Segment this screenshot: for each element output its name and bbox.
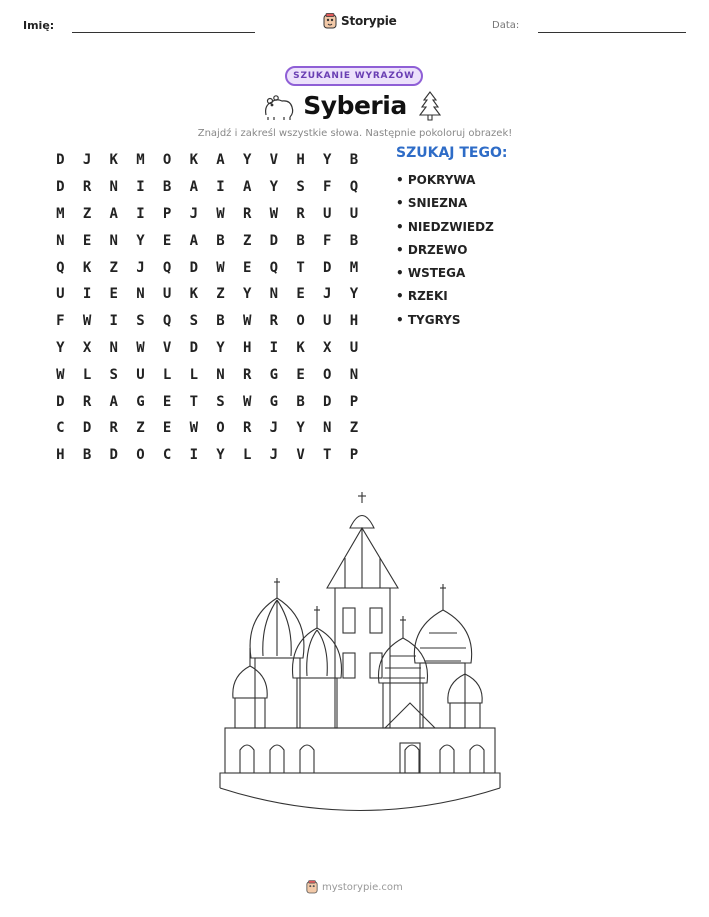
name-line[interactable] xyxy=(72,32,255,33)
grid-cell[interactable]: W xyxy=(242,393,252,410)
grid-cell[interactable]: R xyxy=(269,313,279,330)
grid-cell[interactable]: V xyxy=(162,339,172,356)
grid-cell[interactable]: T xyxy=(296,259,305,276)
grid-cell[interactable]: M xyxy=(136,152,145,169)
grid-cell[interactable]: Z xyxy=(136,420,145,437)
grid-cell[interactable]: E xyxy=(109,286,118,303)
grid-cell[interactable]: O xyxy=(216,420,225,437)
grid-cell[interactable]: Z xyxy=(82,205,92,222)
grid-cell[interactable]: D xyxy=(56,179,65,196)
grid-cell[interactable]: J xyxy=(323,286,332,303)
storypie-logo-icon xyxy=(323,13,337,29)
grid-cell[interactable]: W xyxy=(242,313,252,330)
grid-cell[interactable]: K xyxy=(296,339,305,356)
grid-cell[interactable]: Z xyxy=(349,420,359,437)
grid-cell[interactable]: D xyxy=(56,152,65,169)
grid-cell[interactable]: B xyxy=(82,447,92,464)
word-search-grid[interactable] xyxy=(47,147,367,469)
grid-cell[interactable]: Y xyxy=(216,339,225,356)
worksheet-header xyxy=(0,0,709,50)
grid-cell[interactable]: Y xyxy=(136,232,145,249)
grid-cell[interactable]: E xyxy=(296,286,305,303)
grid-cell[interactable]: W xyxy=(136,339,145,356)
grid-row xyxy=(47,388,367,415)
word-list-title: SZUKAJ TEGO: xyxy=(396,145,508,161)
instructions: Znajdź i zakreśl wszystkie słowa. Następnie pokoloruj obrazek! xyxy=(197,128,513,139)
grid-row xyxy=(47,415,367,442)
grid-cell[interactable]: R xyxy=(82,179,92,196)
grid-cell[interactable]: U xyxy=(56,286,65,303)
grid-cell[interactable]: N xyxy=(323,420,332,437)
grid-cell[interactable]: Y xyxy=(296,420,305,437)
bear-icon xyxy=(262,93,296,121)
grid-cell[interactable]: J xyxy=(269,447,279,464)
cathedral-illustration xyxy=(215,488,505,828)
grid-cell[interactable]: I xyxy=(189,447,198,464)
grid-cell[interactable]: I xyxy=(216,179,225,196)
grid-cell[interactable]: K xyxy=(189,286,198,303)
grid-cell[interactable]: M xyxy=(56,205,65,222)
category-badge: SZUKANIE WYRAZÓW xyxy=(285,66,423,86)
grid-row xyxy=(47,174,367,201)
grid-cell[interactable]: W xyxy=(56,366,65,383)
grid-cell[interactable]: I xyxy=(136,205,145,222)
grid-cell[interactable]: Y xyxy=(323,152,332,169)
grid-cell[interactable]: E xyxy=(162,393,172,410)
grid-cell[interactable]: F xyxy=(323,179,332,196)
grid-row xyxy=(47,254,367,281)
page-title: Syberia xyxy=(303,91,407,120)
grid-cell[interactable]: U xyxy=(323,313,332,330)
grid-cell[interactable]: P xyxy=(349,447,359,464)
grid-cell[interactable]: R xyxy=(109,420,118,437)
grid-cell[interactable]: R xyxy=(242,420,252,437)
word-list-item: • NIEDZWIEDZ xyxy=(396,218,494,241)
grid-cell[interactable]: F xyxy=(56,313,65,330)
grid-cell[interactable]: N xyxy=(109,339,118,356)
grid-cell[interactable]: I xyxy=(136,179,145,196)
grid-cell[interactable]: D xyxy=(56,393,65,410)
grid-cell[interactable]: L xyxy=(189,366,198,383)
grid-cell[interactable]: Y xyxy=(242,152,252,169)
grid-cell[interactable]: S xyxy=(216,393,225,410)
grid-cell[interactable]: I xyxy=(269,339,279,356)
grid-cell[interactable]: I xyxy=(109,313,118,330)
grid-cell[interactable]: W xyxy=(189,420,198,437)
grid-cell[interactable]: N xyxy=(56,232,65,249)
grid-cell[interactable]: K xyxy=(189,152,198,169)
grid-cell[interactable]: B xyxy=(296,393,305,410)
grid-row xyxy=(47,147,367,174)
grid-cell[interactable]: Q xyxy=(162,313,172,330)
grid-cell[interactable]: A xyxy=(189,232,198,249)
grid-cell[interactable]: O xyxy=(323,366,332,383)
grid-cell[interactable]: D xyxy=(82,420,92,437)
grid-cell[interactable]: I xyxy=(82,286,92,303)
grid-cell[interactable]: E xyxy=(296,366,305,383)
grid-cell[interactable]: N xyxy=(109,232,118,249)
grid-cell[interactable]: S xyxy=(189,313,198,330)
grid-cell[interactable]: J xyxy=(189,205,198,222)
storypie-logo-icon xyxy=(306,880,318,894)
grid-cell[interactable]: L xyxy=(242,447,252,464)
grid-cell[interactable]: F xyxy=(323,232,332,249)
brand xyxy=(323,13,397,29)
grid-cell[interactable]: H xyxy=(242,339,252,356)
date-line[interactable] xyxy=(538,32,686,33)
grid-cell[interactable]: A xyxy=(109,393,118,410)
grid-cell[interactable]: Q xyxy=(349,179,359,196)
grid-cell[interactable]: O xyxy=(296,313,305,330)
grid-cell[interactable]: G xyxy=(269,393,279,410)
grid-cell[interactable]: K xyxy=(109,152,118,169)
grid-cell[interactable]: N xyxy=(349,366,359,383)
tree-icon xyxy=(418,90,442,122)
brand-name: Storypie xyxy=(341,14,397,28)
grid-row xyxy=(47,361,367,388)
grid-cell[interactable]: Z xyxy=(216,286,225,303)
grid-cell[interactable]: Q xyxy=(269,259,279,276)
grid-cell[interactable]: A xyxy=(109,205,118,222)
word-list xyxy=(396,171,494,334)
footer-url[interactable]: mystorypie.com xyxy=(322,881,403,893)
grid-cell[interactable]: D xyxy=(189,259,198,276)
grid-cell[interactable]: B xyxy=(349,232,359,249)
grid-cell[interactable]: Y xyxy=(216,447,225,464)
grid-cell[interactable]: Z xyxy=(109,259,118,276)
grid-cell[interactable]: W xyxy=(216,205,225,222)
grid-row xyxy=(47,442,367,469)
grid-cell[interactable]: S xyxy=(296,179,305,196)
grid-cell[interactable]: B xyxy=(162,179,172,196)
grid-row xyxy=(47,335,367,362)
grid-cell[interactable]: U xyxy=(162,286,172,303)
grid-cell[interactable]: W xyxy=(269,205,279,222)
grid-cell[interactable]: V xyxy=(296,447,305,464)
grid-cell[interactable]: D xyxy=(269,232,279,249)
grid-cell[interactable]: B xyxy=(216,313,225,330)
grid-cell[interactable]: K xyxy=(82,259,92,276)
grid-cell[interactable]: S xyxy=(136,313,145,330)
grid-cell[interactable]: T xyxy=(189,393,198,410)
grid-cell[interactable]: R xyxy=(296,205,305,222)
grid-cell[interactable]: L xyxy=(162,366,172,383)
grid-cell[interactable]: S xyxy=(109,366,118,383)
grid-cell[interactable]: E xyxy=(82,232,92,249)
grid-cell[interactable]: X xyxy=(82,339,92,356)
word-list-item: • SNIEZNA xyxy=(396,194,494,217)
grid-cell[interactable]: T xyxy=(323,447,332,464)
grid-cell[interactable]: Q xyxy=(162,259,172,276)
grid-cell[interactable]: J xyxy=(136,259,145,276)
grid-row xyxy=(47,201,367,228)
grid-cell[interactable]: H xyxy=(296,152,305,169)
grid-cell[interactable]: C xyxy=(162,447,172,464)
footer xyxy=(306,880,403,894)
grid-cell[interactable]: H xyxy=(349,313,359,330)
grid-row xyxy=(47,281,367,308)
grid-cell[interactable]: L xyxy=(82,366,92,383)
grid-cell[interactable]: Y xyxy=(56,339,65,356)
grid-cell[interactable]: U xyxy=(136,366,145,383)
grid-cell[interactable]: G xyxy=(136,393,145,410)
grid-cell[interactable]: V xyxy=(269,152,279,169)
grid-cell[interactable]: B xyxy=(296,232,305,249)
grid-cell[interactable]: O xyxy=(136,447,145,464)
grid-cell[interactable]: Q xyxy=(56,259,65,276)
grid-cell[interactable]: U xyxy=(349,339,359,356)
grid-cell[interactable]: U xyxy=(323,205,332,222)
grid-row xyxy=(47,308,367,335)
grid-cell[interactable]: X xyxy=(323,339,332,356)
grid-cell[interactable]: R xyxy=(242,205,252,222)
word-list-item: • TYGRYS xyxy=(396,311,494,334)
grid-cell[interactable]: E xyxy=(162,420,172,437)
grid-cell[interactable]: E xyxy=(162,232,172,249)
name-label: Imię: xyxy=(23,19,55,32)
grid-cell[interactable]: N xyxy=(269,286,279,303)
grid-cell[interactable]: U xyxy=(349,205,359,222)
grid-cell[interactable]: C xyxy=(56,420,65,437)
grid-cell[interactable]: W xyxy=(216,259,225,276)
grid-cell[interactable]: D xyxy=(323,393,332,410)
grid-cell[interactable]: M xyxy=(349,259,359,276)
grid-cell[interactable]: J xyxy=(269,420,279,437)
grid-cell[interactable]: B xyxy=(216,232,225,249)
grid-cell[interactable]: N xyxy=(216,366,225,383)
grid-cell[interactable]: B xyxy=(349,152,359,169)
grid-row xyxy=(47,227,367,254)
grid-cell[interactable]: R xyxy=(82,393,92,410)
grid-cell[interactable]: O xyxy=(162,152,172,169)
grid-cell[interactable]: H xyxy=(56,447,65,464)
grid-cell[interactable]: E xyxy=(242,259,252,276)
grid-cell[interactable]: Y xyxy=(349,286,359,303)
grid-cell[interactable]: Y xyxy=(242,286,252,303)
grid-cell[interactable]: Y xyxy=(269,179,279,196)
word-list-item: • POKRYWA xyxy=(396,171,494,194)
date-label: Data: xyxy=(492,20,520,31)
word-list-item: • DRZEWO xyxy=(396,241,494,264)
grid-cell[interactable]: N xyxy=(109,179,118,196)
grid-cell[interactable]: A xyxy=(242,179,252,196)
grid-cell[interactable]: P xyxy=(349,393,359,410)
grid-cell[interactable]: D xyxy=(323,259,332,276)
word-list-item: • WSTEGA xyxy=(396,264,494,287)
grid-cell[interactable]: Z xyxy=(242,232,252,249)
grid-cell[interactable]: A xyxy=(189,179,198,196)
grid-cell[interactable]: W xyxy=(82,313,92,330)
word-list-item: • RZEKI xyxy=(396,287,494,310)
grid-cell[interactable]: D xyxy=(109,447,118,464)
grid-cell[interactable]: G xyxy=(269,366,279,383)
grid-cell[interactable]: R xyxy=(242,366,252,383)
grid-cell[interactable]: J xyxy=(82,152,92,169)
grid-cell[interactable]: N xyxy=(136,286,145,303)
grid-cell[interactable]: D xyxy=(189,339,198,356)
grid-cell[interactable]: A xyxy=(216,152,225,169)
grid-cell[interactable]: P xyxy=(162,205,172,222)
